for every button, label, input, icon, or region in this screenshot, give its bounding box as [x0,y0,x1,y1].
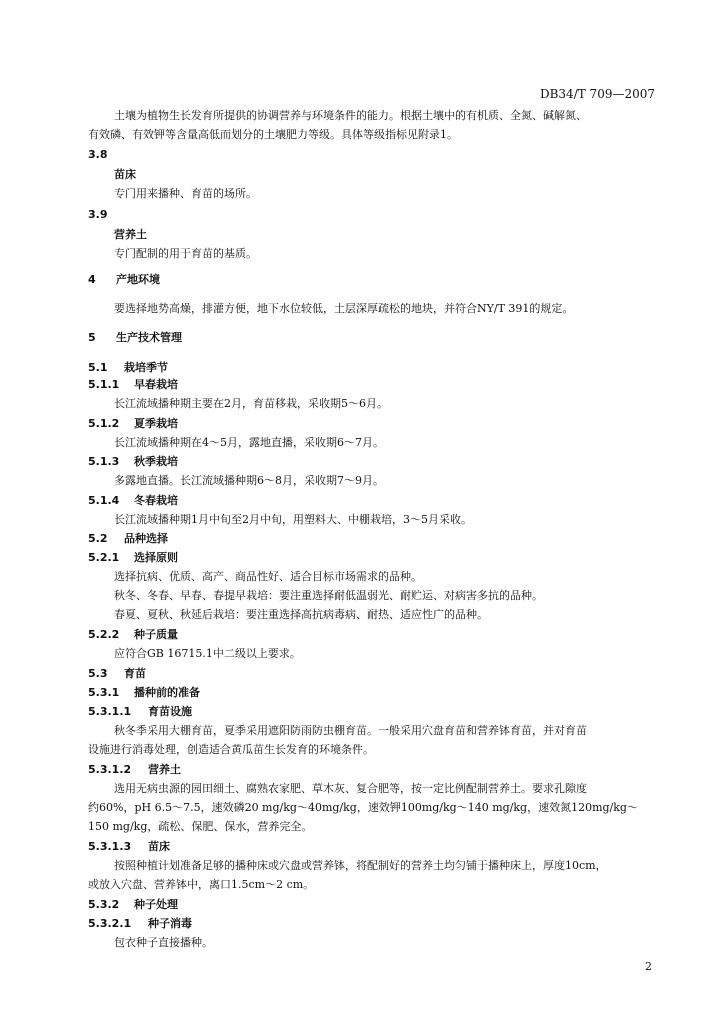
clause-number: 3.9 [88,208,108,221]
subsection-title: 秋季栽培 [134,455,178,468]
subsection-heading [88,532,168,546]
paragraph-line: 有效磷、有效钾等含量高低而划分的土壤肥力等级。具体等级指标见附录1。 [88,128,458,141]
subsection-title: 早春栽培 [134,378,178,391]
subsection-title: 栽培季节 [124,361,168,374]
subsection-number: 5.1.1 [88,378,120,391]
subsection-heading [88,763,181,777]
section-title: 生产技术管理 [116,331,182,344]
paragraph-line: 设施进行消毒处理，创造适合黄瓜苗生长发育的环境条件。 [88,743,374,756]
paragraph-line: 长江流域播种期主要在2月，育苗移栽，采收期5～6月。 [114,397,388,410]
section-heading [88,273,160,287]
paragraph-line: 选用无病虫源的园田细土、腐熟农家肥、草木灰、复合肥等，按一定比例配制营养土。要求孔隙度 [114,782,587,795]
subsection-heading [88,667,146,681]
subsection-title: 播种前的准备 [134,686,200,699]
subsection-heading [88,455,178,469]
subsection-number: 5.1.2 [88,417,120,430]
subsection-title: 种子质量 [134,628,178,641]
paragraph-line: 按照种植计划准备足够的播种床或穴盘或营养钵，将配制好的营养土均匀铺于播种床上，厚度10cm， [114,859,607,872]
subsection-title: 种子处理 [134,898,178,911]
clause-number: 3.8 [88,148,108,161]
subsection-heading [88,628,178,642]
subsection-title: 选择原则 [134,551,178,564]
subsection-heading [88,917,192,931]
paragraph-line: 长江流域播种期在4～5月，露地直播，采收期6～7月。 [114,436,384,449]
subsection-title: 冬春栽培 [134,494,178,507]
subsection-title: 种子消毒 [148,917,192,930]
subsection-number: 5.3.2 [88,898,120,911]
paragraph-line: 应符合GB 16715.1中二级以上要求。 [114,647,301,660]
subsection-number: 5.3 [88,667,108,680]
paragraph-line: 专门配制的用于育苗的基质。 [114,247,257,260]
subsection-number: 5.3.1.3 [88,840,132,853]
paragraph-line: 约60%，pH 6.5～7.5，速效磷20 mg/kg～40mg/kg，速效钾100mg/kg～140 mg/kg，速效氮120mg/kg～ [88,801,638,814]
subsection-heading [88,551,178,565]
subsection-number: 5.1.3 [88,455,120,468]
paragraph-line: 春夏、夏秋、秋延后栽培：要注重选择高抗病毒病、耐热、适应性广的品种。 [114,608,488,621]
subsection-title: 夏季栽培 [134,417,178,430]
section-title: 产地环境 [116,273,160,286]
subsection-heading [88,494,178,508]
subsection-number: 5.3.1.2 [88,763,132,776]
subsection-heading [88,378,178,392]
section-number: 4 [88,273,96,286]
subsection-title: 育苗 [124,667,146,680]
paragraph-line: 多露地直播。长江流域播种期6～8月，采收期7～9月。 [114,474,384,487]
subsection-heading [88,705,192,719]
subsection-heading [88,898,178,912]
paragraph-line: 150 mg/kg，疏松、保肥、保水，营养完全。 [88,820,313,833]
subsection-title: 苗床 [148,840,170,853]
subsection-title: 品种选择 [124,532,168,545]
paragraph-line: 秋冬、冬春、早春、春提早栽培：要注重选择耐低温弱光、耐贮运、对病害多抗的品种。 [114,589,543,602]
term-heading: 苗床 [114,168,136,181]
paragraph-line: 长江流域播种期1月中旬至2月中旬，用塑料大、中棚栽培，3～5月采收。 [114,513,472,526]
paragraph-line: 要选择地势高燥，排灌方便，地下水位较低，土层深厚疏松的地块，并符合NY/T 391的规定。 [114,302,574,315]
paragraph-line: 土壤为植物生长发育所提供的协调营养与环境条件的能力。根据土壤中的有机质、全氮、碱解氮、 [114,109,587,122]
subsection-number: 5.3.1 [88,686,120,699]
subsection-title: 营养土 [148,763,181,776]
subsection-number: 5.2.2 [88,628,120,641]
section-heading [88,331,182,345]
paragraph-line: 包衣种子直接播种。 [114,936,213,949]
paragraph-line: 秋冬季采用大棚育苗，夏季采用遮阳防雨防虫棚育苗。一般采用穴盘育苗和营养钵育苗，并对育苗 [114,724,587,737]
page-number: 2 [645,960,652,973]
subsection-heading [88,840,170,854]
subsection-heading [88,686,200,700]
subsection-heading [88,417,178,431]
subsection-number: 5.2.1 [88,551,120,564]
subsection-number: 5.1 [88,361,108,374]
paragraph-line: 选择抗病、优质、高产、商品性好、适合目标市场需求的品种。 [114,570,422,583]
paragraph-line: 或放入穴盘、营养钵中，离口1.5cm～2 cm。 [88,878,315,891]
paragraph-line: 专门用来播种、育苗的场所。 [114,187,257,200]
subsection-number: 5.1.4 [88,494,120,507]
subsection-heading [88,361,168,375]
section-number: 5 [88,331,96,344]
term-heading: 营养土 [114,228,147,241]
subsection-title: 育苗设施 [148,705,192,718]
subsection-number: 5.2 [88,532,108,545]
subsection-number: 5.3.1.1 [88,705,132,718]
subsection-number: 5.3.2.1 [88,917,132,930]
standard-code-header: DB34/T 709—2007 [539,87,655,101]
